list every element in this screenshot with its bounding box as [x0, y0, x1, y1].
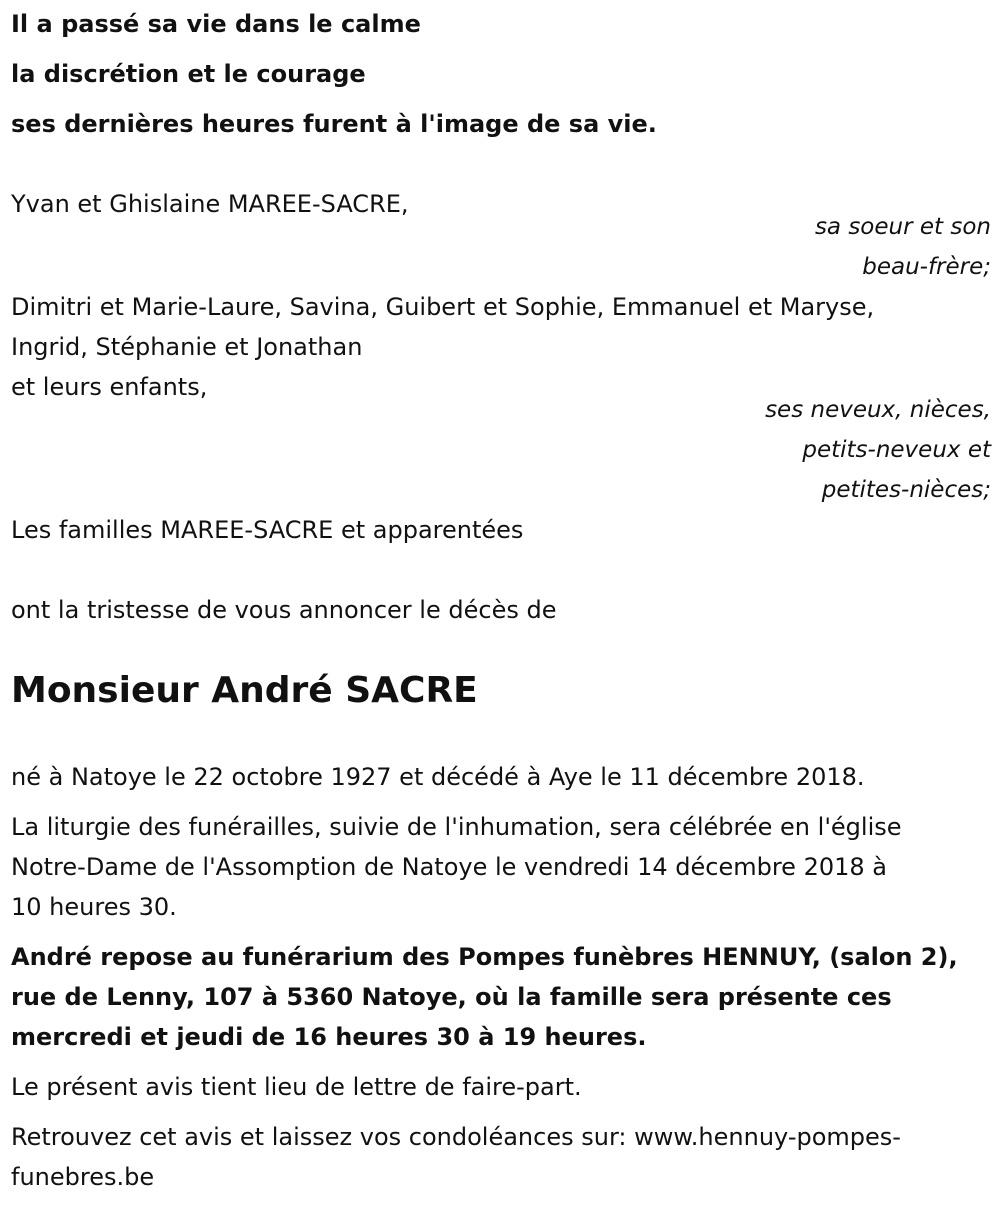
epitaph-line-3: ses dernières heures furent à l'image de sa vie.: [11, 110, 657, 138]
funerarium-line-3: mercredi et jeudi de 16 heures 30 à 19 heures.: [11, 1023, 647, 1051]
nephews-relation-line-1: ses neveux, nièces,: [765, 397, 991, 423]
sibling-names: Yvan et Ghislaine MAREE-SACRE,: [11, 190, 409, 218]
nephews-relation-line-2: petits-neveux et: [802, 437, 991, 463]
nephews-line-3: et leurs enfants,: [11, 373, 208, 401]
families-line: Les familles MAREE-SACRE et apparentées: [11, 516, 524, 544]
condolences-line-2: funebres.be: [11, 1163, 155, 1191]
nephews-relation-line-3: petites-nièces;: [821, 477, 991, 503]
nephews-line-2: Ingrid, Stéphanie et Jonathan: [11, 333, 363, 361]
liturgy-line-1: La liturgie des funérailles, suivie de l'inhumation, sera célébrée en l'église: [11, 813, 902, 841]
funerarium-line-2: rue de Lenny, 107 à 5360 Natoye, où la famille sera présente ces: [11, 983, 892, 1011]
notice-line: Le présent avis tient lieu de lettre de faire-part.: [11, 1073, 582, 1101]
condolences-line-1: Retrouvez cet avis et laissez vos condoléances sur: www.hennuy-pompes-: [11, 1123, 901, 1151]
funerarium-line-1: André repose au funérarium des Pompes funèbres HENNUY, (salon 2),: [11, 943, 958, 971]
epitaph-line-1: Il a passé sa vie dans le calme: [11, 10, 421, 38]
liturgy-line-3: 10 heures 30.: [11, 893, 177, 921]
epitaph-line-2: la discrétion et le courage: [11, 60, 366, 88]
announcement: ont la tristesse de vous annoncer le décès de: [11, 596, 557, 624]
liturgy-line-2: Notre-Dame de l'Assomption de Natoye le vendredi 14 décembre 2018 à: [11, 853, 887, 881]
nephews-line-1: Dimitri et Marie-Laure, Savina, Guibert et Sophie, Emmanuel et Maryse,: [11, 293, 875, 321]
deceased-name: Monsieur André SACRE: [11, 670, 478, 711]
sibling-relation-line-1: sa soeur et son: [814, 214, 991, 240]
sibling-relation-line-2: beau-frère;: [862, 254, 991, 280]
birth-death-line: né à Natoye le 22 octobre 1927 et décédé à Aye le 11 décembre 2018.: [11, 763, 865, 791]
